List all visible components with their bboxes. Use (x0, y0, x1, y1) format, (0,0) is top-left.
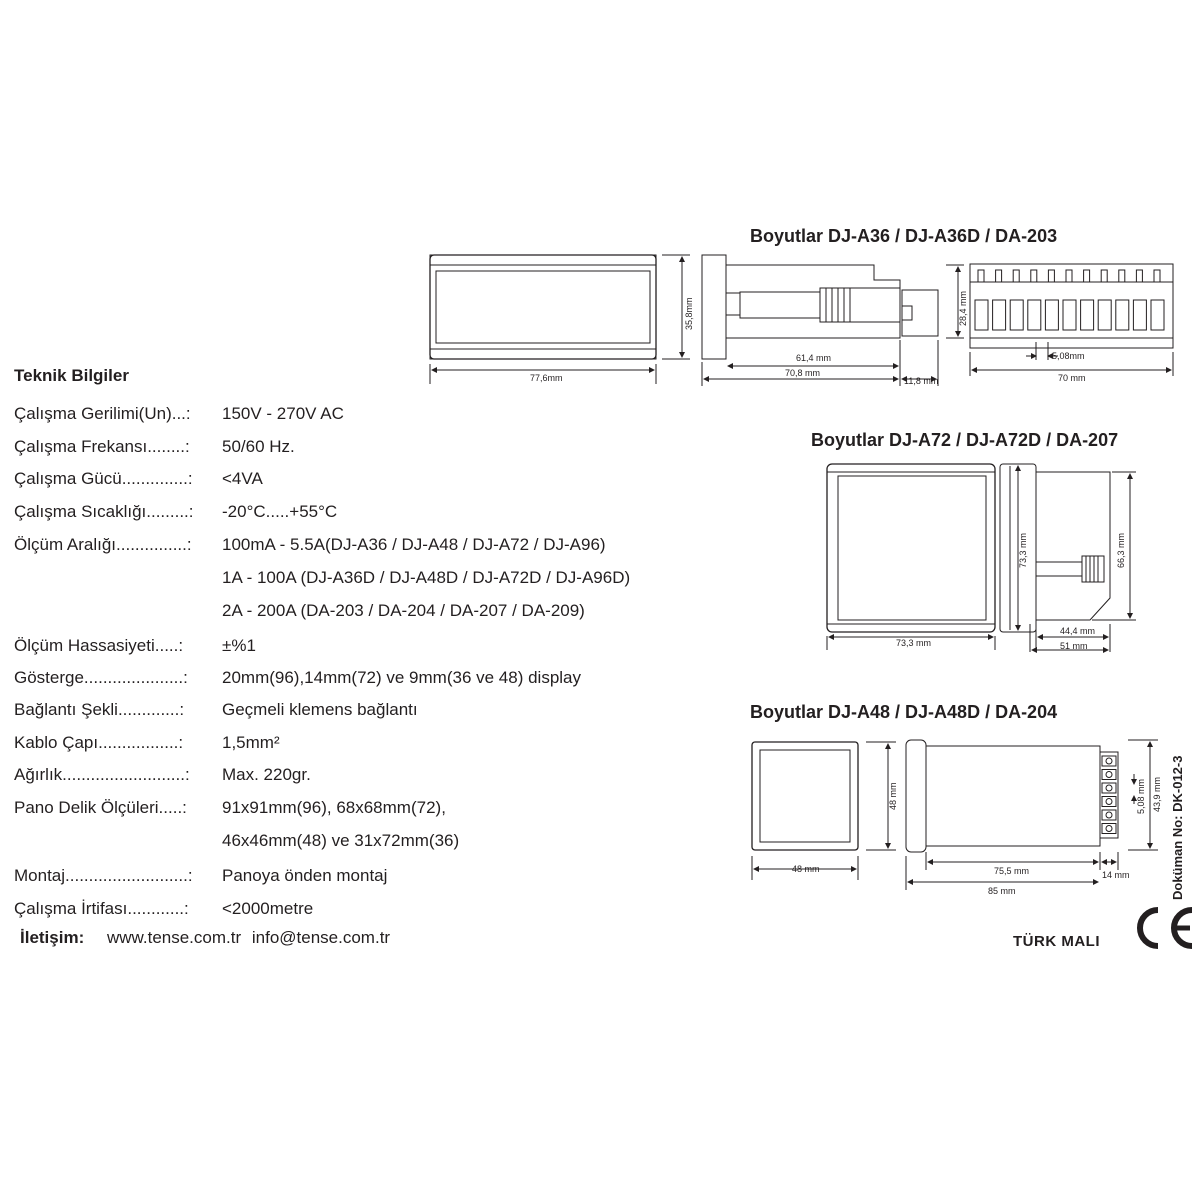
contact-website[interactable]: www.tense.com.tr (106, 928, 242, 947)
a72-front-height-label: 73,3 mm (1018, 532, 1028, 568)
spec-label: Ölçüm Aralığı...............: (14, 535, 192, 554)
a36-pitch-label: 5,08mm (1052, 351, 1085, 361)
spec-label: Ölçüm Hassasiyeti.....: (14, 636, 184, 655)
dimension-labels (530, 291, 1162, 896)
spec-label: Montaj..........................: (14, 866, 193, 885)
terminal-cell (1045, 300, 1058, 330)
terminal-screw (1106, 758, 1112, 764)
terminal-cell (1028, 300, 1041, 330)
a36-side-view (702, 255, 938, 359)
spec-label: Gösterge.....................: (14, 668, 188, 687)
a48-front-view (752, 742, 858, 850)
spec-value: 46x46mm(48) ve 31x72mm(36) (222, 831, 460, 850)
spec-value: <4VA (222, 469, 263, 488)
terminal-cell (1098, 300, 1111, 330)
ce-mark-icon (1132, 904, 1196, 952)
a48-side-85-label: 85 mm (988, 886, 1016, 896)
spec-label: Çalışma Sıcaklığı.........: (14, 502, 194, 521)
spec-value: 100mA - 5.5A(DJ-A36 / DJ-A48 / DJ-A72 / DJ-A96) (222, 535, 606, 554)
spec-value: 1A - 100A (DJ-A36D / DJ-A48D / DJ-A72D / DJ-A96D) (222, 568, 631, 587)
a72-side-51-label: 51 mm (1060, 641, 1088, 651)
terminal-tooth (996, 270, 1002, 282)
spec-label: Çalışma Frekansı........: (14, 437, 190, 456)
a36-side-61-label: 61,4 mm (796, 353, 832, 363)
spec-label: Kablo Çapı.................: (14, 733, 184, 752)
terminal-cell (993, 300, 1006, 330)
a36-side-70-label: 70,8 mm (785, 368, 821, 378)
spec-value: 150V - 270V AC (222, 404, 344, 423)
terminal-screw (1106, 826, 1112, 832)
terminal-screw (1106, 785, 1112, 791)
terminal-tooth (1048, 270, 1054, 282)
terminal-cell (1133, 300, 1146, 330)
terminal-tooth (1013, 270, 1019, 282)
spec-value: Panoya önden montaj (222, 866, 388, 885)
spec-value: 20mm(96),14mm(72) ve 9mm(36 ve 48) display (222, 668, 582, 687)
a36-front-view (430, 255, 656, 359)
terminal-screw (1106, 799, 1112, 805)
a48-title: Boyutlar DJ-A48 / DJ-A48D / DA-204 (750, 702, 1058, 722)
a72-front-view (827, 464, 995, 632)
terminal-tooth (1031, 270, 1037, 282)
a48-front-height-label: 48 mm (888, 782, 898, 810)
spec-label: Ağırlık..........................: (14, 765, 190, 784)
spec-value: 1,5mm² (222, 733, 280, 752)
a36-front-height-label: 35,8mm (684, 297, 694, 330)
a36-side-11-label: 11,8 mm (904, 376, 939, 386)
terminal-cell (975, 300, 988, 330)
terminal-cell (1063, 300, 1076, 330)
spec-label: Çalışma Gücü..............: (14, 469, 193, 488)
a72-side-44-label: 44,4 mm (1060, 626, 1096, 636)
a48-front-width-label: 48 mm (792, 864, 820, 874)
terminal-cell (1081, 300, 1094, 330)
contact-email[interactable]: info@tense.com.tr (251, 928, 391, 947)
terminal-cell (1151, 300, 1164, 330)
a48-side-14-label: 14 mm (1102, 870, 1130, 880)
a48-pitch-label: 5,08 mm (1136, 778, 1146, 814)
a48-side-view (906, 740, 1118, 852)
terminal-tooth (1154, 270, 1160, 282)
contact-label: İletişim: (20, 928, 85, 947)
spec-label: Bağlantı Şekli.............: (14, 700, 185, 719)
a36-front-width-label: 77,6mm (530, 373, 563, 383)
a36-back-height-label: 28,4 mm (958, 290, 968, 326)
a48-terminal-block (1102, 756, 1116, 834)
document-number: Doküman No: DK-012-3 (1170, 755, 1185, 900)
terminal-cell (1116, 300, 1129, 330)
a36-back-width-label: 70 mm (1058, 373, 1086, 383)
a36-title: Boyutlar DJ-A36 / DJ-A36D / DA-203 (750, 226, 1058, 246)
terminal-tooth (1066, 270, 1072, 282)
spec-value: Max. 220gr. (222, 765, 311, 784)
spec-value: -20°C.....+55°C (222, 502, 338, 521)
spec-label: Çalışma İrtifası............: (14, 899, 189, 918)
spec-label: Pano Delik Ölçüleri.....: (14, 798, 187, 817)
made-in-turkey: TÜRK MALI (1013, 933, 1100, 950)
spec-value: <2000metre (222, 899, 314, 918)
spec-value: 91x91mm(96), 68x68mm(72), (222, 798, 446, 817)
spec-label: Çalışma Gerilimi(Un)...: (14, 404, 191, 423)
terminal-tooth (1119, 270, 1125, 282)
spec-value: ±%1 (222, 636, 256, 655)
terminal-screw (1106, 812, 1112, 818)
spec-value: Geçmeli klemens bağlantı (222, 700, 418, 719)
terminal-tooth (1084, 270, 1090, 282)
terminal-screw (1106, 772, 1112, 778)
a72-front-width-label: 73,3 mm (896, 638, 932, 648)
terminal-tooth (978, 270, 984, 282)
spec-value: 2A - 200A (DA-203 / DA-204 / DA-207 / DA-209) (222, 601, 585, 620)
a72-side-height-label: 66,3 mm (1116, 532, 1126, 568)
spec-value: 50/60 Hz. (222, 437, 295, 456)
terminal-tooth (1101, 270, 1107, 282)
a48-side-75-label: 75,5 mm (994, 866, 1030, 876)
terminal-cell (1010, 300, 1023, 330)
specs-title: Teknik Bilgiler (14, 366, 129, 385)
a72-side-view (1000, 464, 1110, 632)
a36-terminal-teeth (975, 270, 1164, 330)
a72-title: Boyutlar DJ-A72 / DJ-A72D / DA-207 (811, 430, 1119, 450)
a48-height-43-label: 43,9 mm (1152, 776, 1162, 812)
terminal-tooth (1136, 270, 1142, 282)
